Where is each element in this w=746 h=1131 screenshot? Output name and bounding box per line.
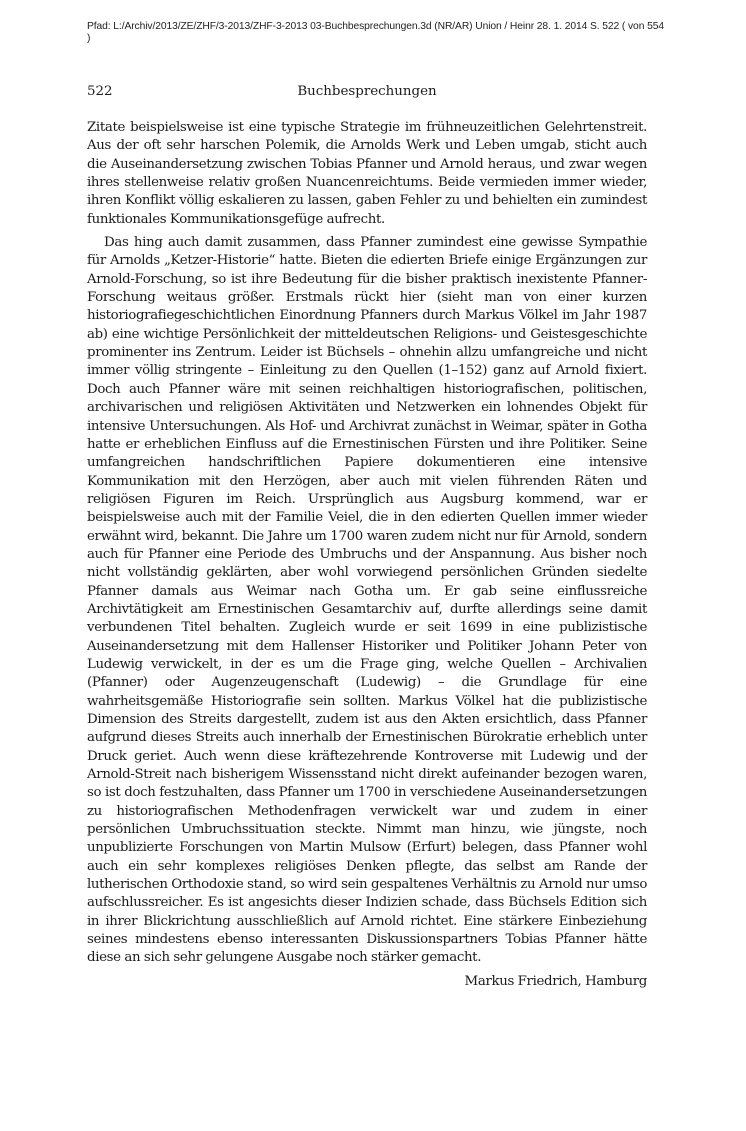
page-number: 522 [87, 84, 113, 99]
review-body [87, 119, 647, 991]
file-path-header: Pfad: L:/Archiv/2013/ZE/ZHF/3-2013/ZHF-3-2013 03-Buchbesprechungen.3d (NR/AR) Union / Heinr 28. 1. 2014 S. 522 ( von 554 ) [87, 21, 664, 44]
paragraph-2: Das hing auch damit zusammen, dass Pfanner zumindest eine gewisse Sympathie für Arnolds „Ketzer-Historie“ hatte. Bieten die edierten Briefe einige Ergänzungen zur Arnold-Forschung, so ist ihre Bedeutung für die bisher praktisch inexistente Pfanner-Forschung weitaus größer. Erstmals rückt hier (sieht man von einer kurzen historiografiegeschichtlichen Einordnung Pfanners durch Markus Völkel im Jahr 1987 ab) eine wichtige Persönlichkeit der mitteldeutschen Religions- und Geistesgeschichte prominenter ins Zentrum. Leider ist Büchsels – ohnehin allzu umfangreiche und nicht immer völlig stringente – Einleitung zu den Quellen (1–152) ganz auf Arnold fixiert. Doch auch Pfanner wäre mit seinen reichhaltigen historiografischen, politischen, archivarischen und religiösen Aktivitäten und Netzwerken ein lohnendes Objekt für intensive Untersuchungen. Als Hof- und Archivrat zunächst in Weimar, später in Gotha hatte er erheblichen Einfluss auf die Ernestinischen Fürsten und ihre Politiker. Seine umfangreichen handschriftlichen Papiere dokumentieren eine intensive Kommunikation mit den Herzögen, aber auch mit vielen führenden Räten und religiösen Figuren im Reich. Ursprünglich aus Augsburg kommend, war er beispielsweise auch mit der Familie Veiel, die in den edierten Quellen immer wieder erwähnt wird, bekannt. Die Jahre um 1700 waren zudem nicht nur für Arnold, sondern auch für Pfanner eine Periode des Umbruchs und der Anspannung. Aus bisher noch nicht vollständig geklärten, aber wohl vorwiegend persönlichen Gründen siedelte Pfanner damals aus Weimar nach Gotha um. Er gab seine einflussreiche Archivtätigkeit am Ernestinischen Gesamtarchiv auf, durfte allerdings seine damit verbundenen Titel behalten. Zugleich wurde er seit 1699 in eine publizistische Auseinandersetzung mit dem Hallenser Historiker und Politiker Johann Peter von Ludewig verwickelt, in der es um die Frage ging, welche Quellen – Archivalien (Pfanner) oder Augenzeugenschaft (Ludewig) – die Grundlage für eine wahrheitsgemäße Historiografie sein sollten. Markus Völkel hat die publizistische Dimension des Streits dargestellt, zudem ist aus den Akten ersichtlich, dass Pfanner aufgrund dieses Streits auch innerhalb der Ernestinischen Bürokratie erheblich unter Druck geriet. Auch wenn diese kräftezehrende Kontroverse mit Ludewig und der Arnold-Streit nach bisherigem Wissensstand nicht direkt aufeinander bezogen waren, so ist doch festzuhalten, dass Pfanner um 1700 in verschiedene Auseinandersetzungen zu historiografischen Methodenfragen verwickelt war und zudem in einer persönlichen Umbruchssituation steckte. Nimmt man hinzu, wie jüngste, noch unpublizierte Forschungen von Martin Mulsow (Erfurt) belegen, dass Pfanner wohl auch ein sehr komplexes religiöses Denken pflegte, das selbst am Rande der lutherischen Orthodoxie stand, so wird sein gespaltenes Verhältnis zu Arnold nur umso aufschlussreicher. Es ist angesichts dieser Indizien schade, dass Büchsels Edition sich in ihrer Blickrichtung ausschließlich auf Arnold richtet. Eine stärkere Einbeziehung seines mindestens ebenso interessanten Diskussionspartners Tobias Pfanner hätte diese an sich sehr gelungene Ausgabe noch stärker gemacht. [87, 235, 647, 966]
running-head [87, 83, 647, 101]
section-title: Buchbesprechungen [297, 84, 437, 99]
paragraph-1: Zitate beispielsweise ist eine typische Strategie im frühneuzeitlichen Gelehrtenstreit. Aus der oft sehr harschen Polemik, die Arnolds Werk und Leben umgab, sticht auch die Auseinandersetzung zwischen Tobias Pfanner und Arnold heraus, und zwar wegen ihres stellenweise relativ großen Nuancenreichtums. Beide vermieden immer wieder, ihren Konflikt völlig eskalieren zu lassen, gaben Fehler zu und behielten ein zumindest funktionales Kommunikationsgefüge aufrecht. [87, 120, 647, 227]
reviewer-signature: Markus Friedrich, Hamburg [464, 973, 647, 989]
